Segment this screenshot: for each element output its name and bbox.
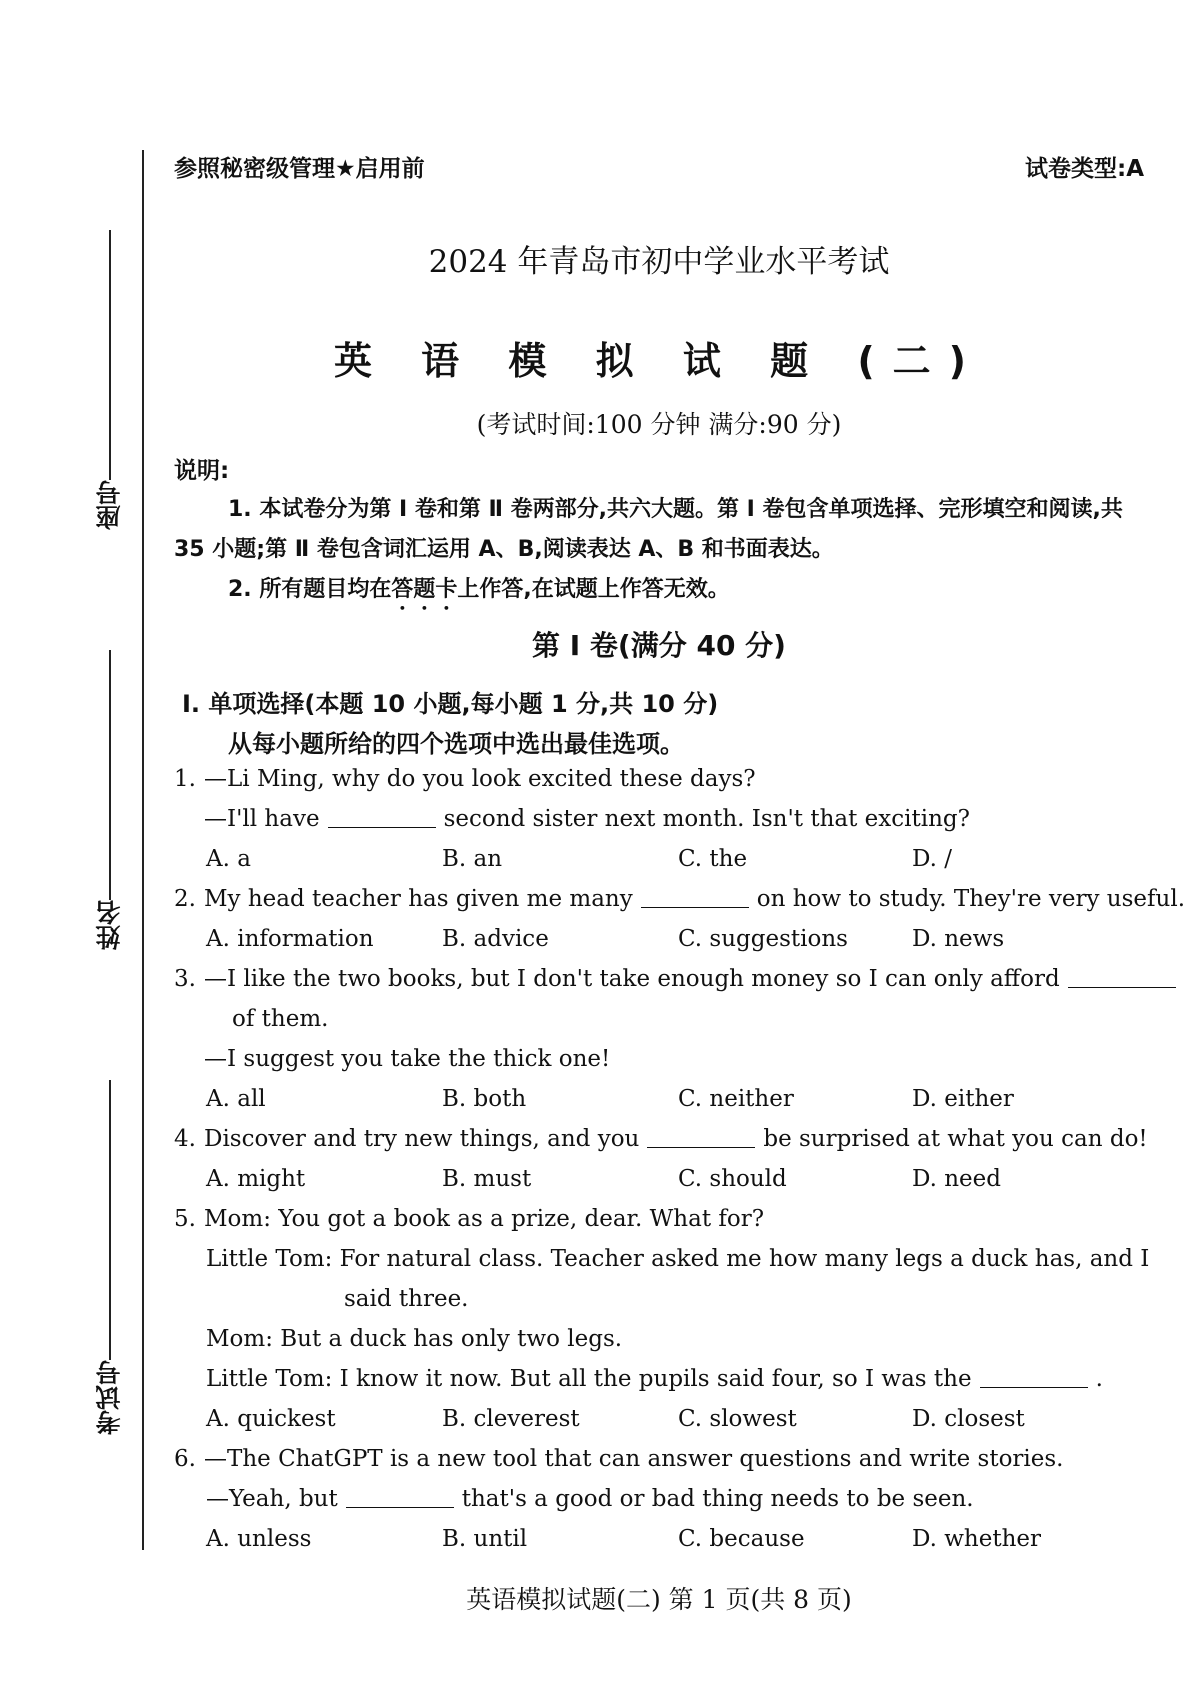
- page-footer: 英语模拟试题(二) 第 1 页(共 8 页): [466, 1585, 852, 1614]
- question-text: —Li Ming, why do you look excited these days?: [204, 766, 756, 792]
- question-number: 4.: [174, 1126, 196, 1152]
- notes-heading: 说明:: [174, 458, 230, 484]
- section-1-title: Ⅰ. 单项选择(本题 10 小题,每小题 1 分,共 10 分): [182, 690, 719, 718]
- option-c[interactable]: C. the: [678, 846, 748, 872]
- question-1: [174, 766, 1154, 792]
- option-d[interactable]: D. either: [912, 1086, 1014, 1112]
- question-3-line-2: of them.: [232, 1006, 329, 1032]
- notes-item-1-text: 1. 本试卷分为第 Ⅰ 卷和第 Ⅱ 卷两部分,共六大题。第 Ⅰ 卷包含单项选择、完形填空和阅读,共 35 小题;第 Ⅱ 卷包含词汇运用 A、B,阅读表达 A、B 和书面表达。: [174, 497, 1123, 562]
- seat-number-label: 座号: [95, 480, 124, 530]
- question-1-line-2: —I'll have second sister next month. Isn't that exciting?: [204, 806, 970, 832]
- page-header: [174, 150, 1144, 184]
- question-4: 4. Discover and try new things, and you be surprised at what you can do!: [174, 1126, 1148, 1152]
- option-a[interactable]: A. unless: [206, 1526, 312, 1552]
- option-a[interactable]: A. might: [206, 1166, 306, 1192]
- notes-item-2: [174, 570, 1152, 615]
- question-5-line-3: said three.: [344, 1286, 469, 1312]
- question-6-line-2: —Yeah, but that's a good or bad thing needs to be seen.: [206, 1486, 974, 1512]
- option-c[interactable]: C. should: [678, 1166, 787, 1192]
- option-b[interactable]: B. an: [442, 846, 503, 872]
- option-a[interactable]: A. a: [206, 846, 251, 872]
- option-d[interactable]: D. closest: [912, 1406, 1025, 1432]
- option-c[interactable]: C. suggestions: [678, 926, 848, 952]
- answer-blank[interactable]: [328, 827, 436, 828]
- option-b[interactable]: B. must: [442, 1166, 532, 1192]
- exam-title: 2024 年青岛市初中学业水平考试: [428, 244, 890, 280]
- exam-number-blank[interactable]: [109, 1080, 111, 1360]
- question-3: 3. —I like the two books, but I don't take enough money so I can only afford: [174, 966, 1154, 992]
- option-b[interactable]: B. until: [442, 1526, 528, 1552]
- question-number: 3.: [174, 966, 196, 992]
- option-a[interactable]: A. information: [206, 926, 374, 952]
- option-c[interactable]: C. because: [678, 1526, 805, 1552]
- name-field[interactable]: [86, 650, 134, 950]
- question-2: 2. My head teacher has given me many on how to study. They're very useful.: [174, 886, 1186, 912]
- option-d[interactable]: D. need: [912, 1166, 1002, 1192]
- question-5-line-4: Mom: But a duck has only two legs.: [206, 1326, 623, 1352]
- answer-blank[interactable]: [647, 1147, 755, 1148]
- option-c[interactable]: C. slowest: [678, 1406, 797, 1432]
- exam-number-label: 考试号: [95, 1360, 124, 1435]
- exam-number-field[interactable]: [86, 1080, 134, 1435]
- option-d[interactable]: D. news: [912, 926, 1005, 952]
- question-number: 1.: [174, 766, 196, 792]
- notes-item-1: [174, 490, 1152, 570]
- question-5: 5. Mom: You got a book as a prize, dear. What for?: [174, 1206, 765, 1232]
- section-1-instruction: 从每小题所给的四个选项中选出最佳选项。: [228, 730, 684, 758]
- paper-title: 英 语 模 拟 试 题 (二): [333, 339, 985, 383]
- answer-blank[interactable]: [1068, 987, 1176, 988]
- question-3-line-3: —I suggest you take the thick one!: [204, 1046, 611, 1072]
- option-b[interactable]: B. both: [442, 1086, 527, 1112]
- notes-item-2-emphasis: 答题卡: [391, 577, 458, 602]
- question-number: 6.: [174, 1446, 196, 1472]
- exam-duration-score: (考试时间:100 分钟 满分:90 分): [476, 410, 842, 439]
- question-5-line-2: Little Tom: For natural class. Teacher asked me how many legs a duck has, and I: [206, 1246, 1150, 1272]
- paper-type: 试卷类型:A: [1025, 156, 1144, 182]
- option-a[interactable]: A. quickest: [206, 1406, 336, 1432]
- notes-item-2-post: 上作答,在试题上作答无效。: [457, 577, 730, 602]
- option-b[interactable]: B. cleverest: [442, 1406, 580, 1432]
- question-6: 6. —The ChatGPT is a new tool that can answer questions and write stories.: [174, 1446, 1064, 1472]
- name-label: 姓名: [95, 900, 124, 950]
- option-b[interactable]: B. advice: [442, 926, 549, 952]
- answer-blank[interactable]: [641, 907, 749, 908]
- question-number: 5.: [174, 1206, 196, 1232]
- name-blank[interactable]: [109, 650, 111, 900]
- part-1-title: 第 Ⅰ 卷(满分 40 分): [532, 629, 786, 662]
- option-d[interactable]: D. whether: [912, 1526, 1042, 1552]
- option-c[interactable]: C. neither: [678, 1086, 794, 1112]
- binding-margin-line: [142, 150, 144, 1550]
- seat-number-blank[interactable]: [109, 230, 111, 480]
- answer-blank[interactable]: [346, 1507, 454, 1508]
- option-a[interactable]: A. all: [206, 1086, 266, 1112]
- confidentiality-note: 参照秘密级管理★启用前: [174, 156, 425, 182]
- answer-blank[interactable]: [980, 1387, 1088, 1388]
- notes-item-2-pre: 2. 所有题目均在: [228, 577, 392, 602]
- question-5-line-5: Little Tom: I know it now. But all the pupils said four, so I was the .: [206, 1366, 1103, 1392]
- question-number: 2.: [174, 886, 196, 912]
- seat-number-field[interactable]: [86, 230, 134, 530]
- option-d[interactable]: D. /: [912, 846, 952, 872]
